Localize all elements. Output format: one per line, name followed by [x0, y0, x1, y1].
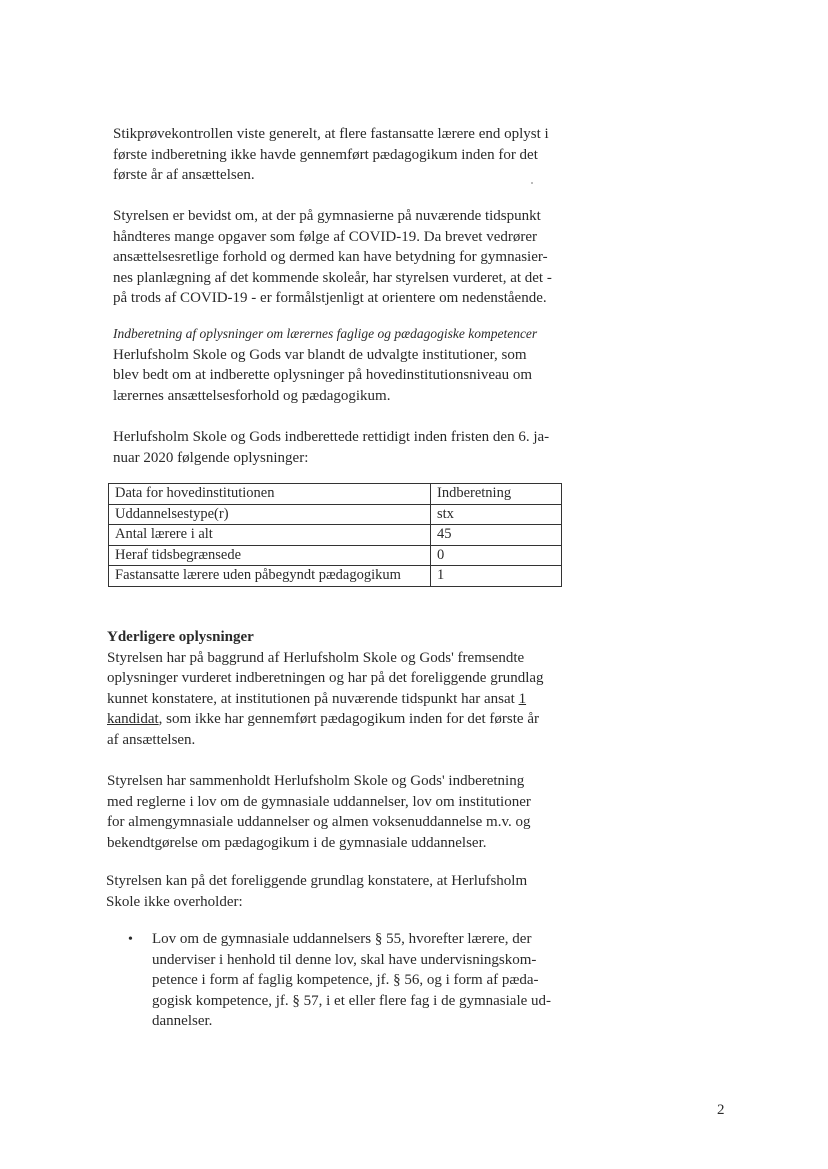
text-line: for almengymnasiale uddannelser og almen voksenuddannelse m.v. og — [107, 814, 531, 830]
table-row — [109, 504, 562, 525]
text-line: Styrelsen har sammenholdt Herlufsholm Skole og Gods' indberetning — [107, 773, 525, 789]
text-line: bekendtgørelse om pædagogikum i de gymnasiale uddannelser. — [107, 834, 487, 851]
text-line: på trods af COVID-19 - er formålstjenligt at orientere om nedenstående. — [113, 290, 547, 306]
text-line: første indberetning ikke havde gennemført pædagogikum inden for det — [113, 146, 538, 163]
table-cell: 0 — [431, 545, 562, 566]
text-line: oplysninger vurderet indberetningen og har på det foreliggende grundlag — [107, 670, 544, 686]
text-line — [107, 709, 567, 730]
paragraph-sammenholdt — [107, 771, 567, 853]
institution-data-table — [108, 483, 562, 587]
text-line: Styrelsen er bevidst om, at der på gymnasierne på nuværende tidspunkt — [113, 208, 541, 224]
table-cell: stx — [431, 504, 562, 525]
paragraph-indberettede — [113, 427, 573, 468]
paragraph-konstatere — [106, 871, 566, 912]
text-line — [107, 689, 567, 710]
underlined-number: 1 — [518, 690, 527, 707]
text-line: med reglerne i lov om de gymnasiale uddannelser, lov om institutioner — [107, 793, 531, 810]
text-line: første år af ansættelsen. — [113, 167, 255, 183]
table-cell: Antal lærere i alt — [109, 525, 431, 546]
text-line: nuar 2020 følgende oplysninger: — [113, 449, 309, 466]
table-row — [109, 566, 562, 587]
text-line: lærernes ansættelsesforhold og pædagogikum. — [113, 387, 391, 404]
table-cell: Fastansatte lærere uden påbegyndt pædagogikum — [109, 566, 431, 587]
text-line: Skole ikke overholder: — [106, 893, 243, 910]
text-line: håndteres mange opgaver som følge af COVID-19. Da brevet vedrører — [113, 228, 538, 245]
section-heading: Yderligere oplysninger — [107, 629, 254, 645]
bullet-icon: • — [128, 932, 133, 947]
text-line: petence i form af faglig kompetence, jf. § 56, og i form af pæda- — [152, 972, 539, 988]
table-cell: 45 — [431, 525, 562, 546]
table-header-row — [109, 484, 562, 505]
section-heading-italic: Indberetning af oplysninger om lærernes faglige og pædagogiske kompetencer — [113, 326, 538, 341]
table-header-cell: Data for hovedinstitutionen — [109, 484, 431, 505]
text-line: dannelser. — [152, 1013, 213, 1029]
text-line: gogisk kompetence, jf. § 57, i et eller flere fag i de gymnasiale ud- — [152, 992, 552, 1009]
table-row — [109, 525, 562, 546]
section-indberetning — [113, 324, 573, 406]
bullet-text — [152, 929, 572, 1032]
text-line: Herlufsholm Skole og Gods var blandt de udvalgte institutioner, som — [113, 346, 527, 363]
text-line: Lov om de gymnasiale uddannelsers § 55, hvorefter lærere, der — [152, 931, 532, 947]
text-segment: kunnet konstatere, at institutionen på nuværende tidspunkt har ansat — [107, 690, 515, 707]
text-line: ansættelsesretlige forhold og dermed kan have betydning for gymnasier- — [113, 249, 548, 265]
text-line: Stikprøvekontrollen viste generelt, at flere fastansatte lærere end oplyst i — [113, 126, 549, 142]
text-line: af ansættelsen. — [107, 731, 196, 748]
text-segment: , som ikke har gennemført pædagogikum inden for det første år — [158, 711, 539, 727]
table-header-cell: Indberetning — [431, 484, 562, 505]
text-line: blev bedt om at indberette oplysninger på hovedinstitutionsniveau om — [113, 367, 533, 383]
page-number: 2 — [717, 1102, 725, 1118]
table-cell: 1 — [431, 566, 562, 587]
paragraph-stikproeve — [113, 124, 573, 186]
text-line: Styrelsen kan på det foreliggende grundlag konstatere, at Herlufsholm — [106, 873, 528, 889]
text-line: underviser i henhold til denne lov, skal have undervisningskom- — [152, 951, 537, 968]
text-line: Herlufsholm Skole og Gods indberettede rettidigt inden fristen den 6. ja- — [113, 429, 550, 445]
section-yderligere — [107, 627, 567, 750]
table-cell: Heraf tidsbegrænsede — [109, 545, 431, 566]
table-row — [109, 545, 562, 566]
text-line: Styrelsen har på baggrund af Herlufsholm Skole og Gods' fremsendte — [107, 649, 525, 666]
paragraph-covid — [113, 206, 573, 309]
text-line: nes planlægning af det kommende skoleår, har styrelsen vurderet, at det - — [113, 269, 552, 286]
underlined-word: kandidat — [107, 711, 159, 727]
table-cell: Uddannelsestype(r) — [109, 504, 431, 525]
